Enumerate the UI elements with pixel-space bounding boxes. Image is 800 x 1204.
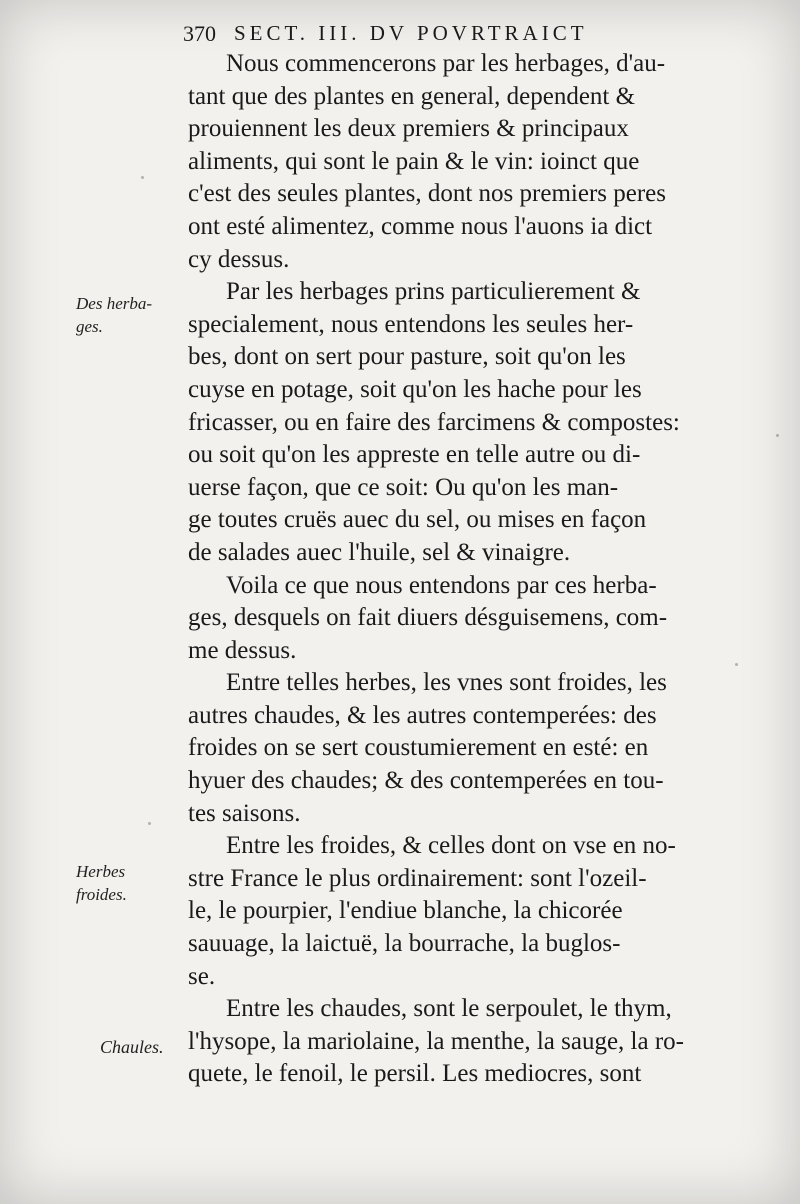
text-line: quete, le fenoil, le persil. Les mediocres, sont bbox=[188, 1060, 642, 1088]
text-line: prouiennent les deux premiers & principaux bbox=[188, 115, 629, 143]
text-line: l'hysope, la mariolaine, la menthe, la sauge, la ro- bbox=[188, 1027, 684, 1055]
text-line: cuyse en potage, soit qu'on les hache pour les bbox=[188, 375, 642, 403]
print-speck bbox=[735, 663, 738, 666]
text-line: stre France le plus ordinairement: sont l'ozeil- bbox=[188, 864, 647, 892]
text-line: Entre les froides, & celles dont on vse en no- bbox=[226, 832, 676, 860]
text-line: aliments, qui sont le pain & le vin: ioinct que bbox=[188, 147, 640, 175]
text-line: bes, dont on sert pour pasture, soit qu'on les bbox=[188, 343, 626, 371]
text-line: sauuage, la laictuë, la bourrache, la buglos- bbox=[188, 930, 621, 958]
text-line: le, le pourpier, l'endiue blanche, la chicorée bbox=[188, 897, 623, 925]
text-line: me dessus. bbox=[188, 636, 297, 664]
margin-note-line: Chaules. bbox=[100, 1037, 164, 1057]
margin-note-herbes-froides bbox=[76, 860, 127, 906]
page-number: 370 bbox=[183, 21, 216, 46]
print-speck bbox=[148, 822, 151, 825]
margin-note-chaudes bbox=[100, 1036, 164, 1059]
running-title: SECT. III. DV POVRTRAICT bbox=[234, 21, 588, 45]
margin-note-line: froides. bbox=[76, 885, 127, 904]
text-line: de salades auec l'huile, sel & vinaigre. bbox=[188, 538, 571, 566]
text-line: ont esté alimentez, comme nous l'auons ia dict bbox=[188, 212, 653, 240]
text-line: Nous commencerons par les herbages, d'au- bbox=[226, 50, 666, 77]
text-line: tes saisons. bbox=[188, 799, 301, 827]
margin-note-line: ges. bbox=[76, 317, 103, 336]
margin-note-line: Des herba- bbox=[76, 294, 153, 313]
body-text bbox=[188, 48, 768, 1091]
text-line: autres chaudes, & les autres contemperées: des bbox=[188, 701, 657, 729]
text-line: Par les herbages prins particulierement & bbox=[226, 278, 641, 306]
text-line: Voila ce que nous entendons par ces herba- bbox=[226, 571, 657, 599]
text-line: c'est des seules plantes, dont nos premiers peres bbox=[188, 180, 666, 208]
margin-note-des-herbages bbox=[76, 292, 152, 338]
text-line: Entre les chaudes, sont le serpoulet, le thym, bbox=[226, 995, 672, 1023]
text-line: ges, desquels on fait diuers désguisemens, com- bbox=[188, 604, 668, 632]
text-line: specialement, nous entendons les seules her- bbox=[188, 310, 634, 338]
print-speck bbox=[141, 176, 144, 179]
text-line: cy dessus. bbox=[188, 245, 290, 273]
text-line: se. bbox=[188, 962, 216, 990]
print-speck bbox=[776, 434, 779, 437]
text-line: froides on se sert coustumierement en esté: en bbox=[188, 734, 649, 762]
text-line: Entre telles herbes, les vnes sont froides, les bbox=[226, 669, 667, 697]
text-line: ge toutes cruës auec du sel, ou mises en façon bbox=[188, 506, 647, 534]
text-line: uerse façon, que ce soit: Ou qu'on les man- bbox=[188, 473, 619, 501]
text-line: tant que des plantes en general, dependent & bbox=[188, 82, 636, 110]
text-line: ou soit qu'on les appreste en telle autre ou di- bbox=[188, 441, 641, 469]
margin-note-line: Herbes bbox=[76, 862, 126, 881]
text-line: hyuer des chaudes; & des contemperées en tou- bbox=[188, 767, 664, 795]
text-line: fricasser, ou en faire des farcimens & compostes: bbox=[188, 408, 680, 436]
